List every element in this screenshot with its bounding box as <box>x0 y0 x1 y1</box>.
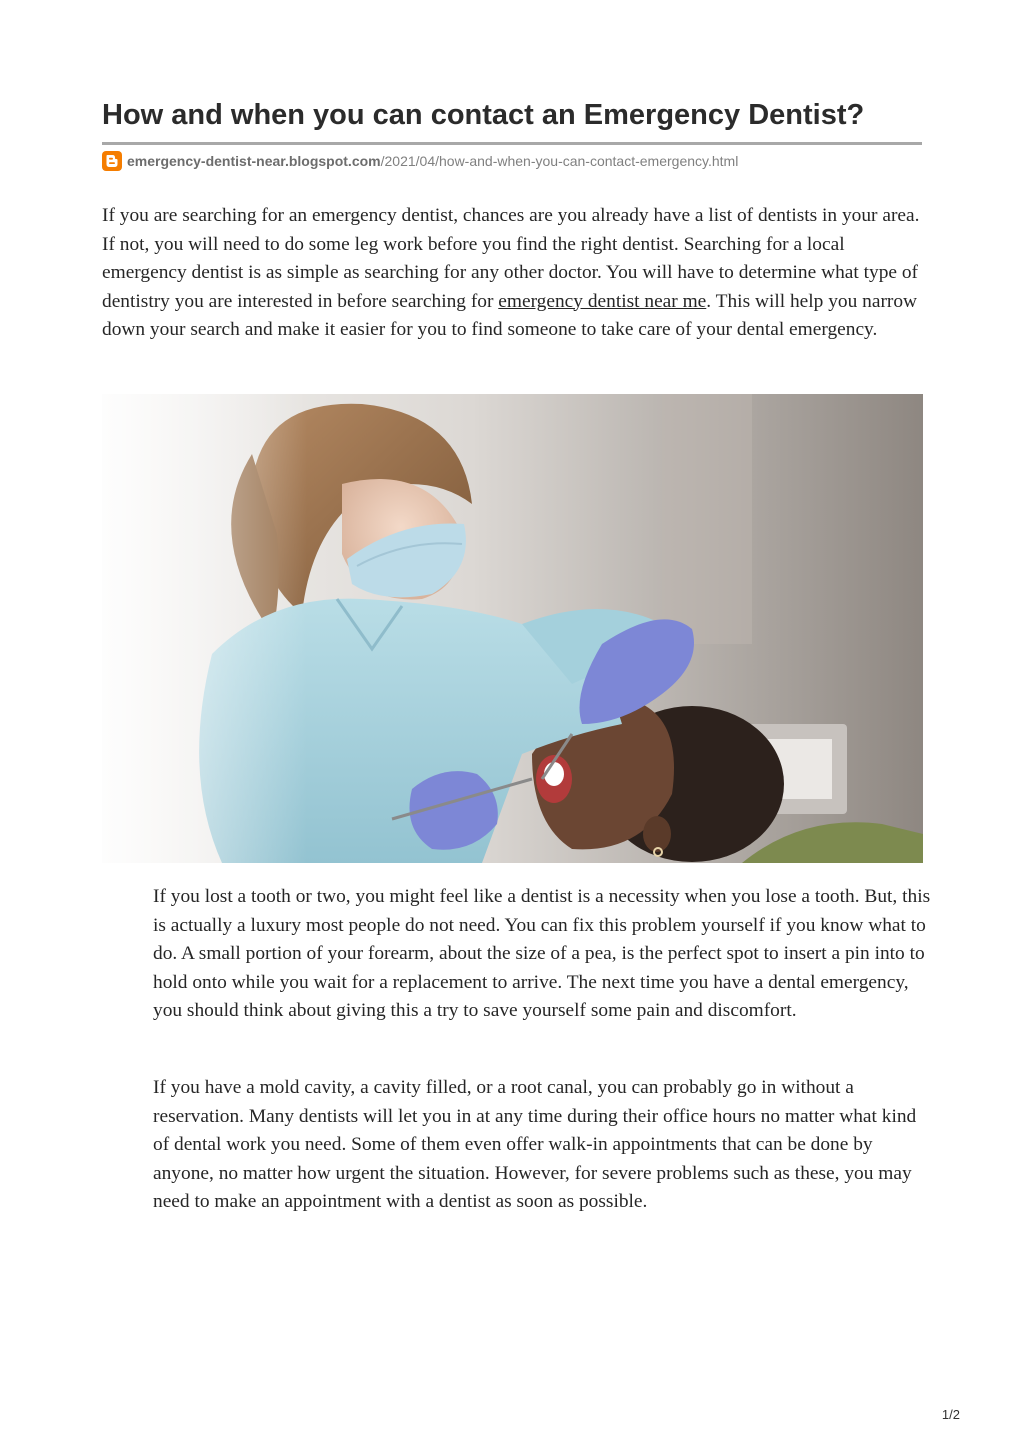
source-domain-link[interactable]: emergency-dentist-near.blogspot.com <box>127 153 381 169</box>
source-line <box>102 151 738 171</box>
blogger-icon <box>102 151 122 171</box>
dentist-examining-patient-photo <box>102 394 923 863</box>
page-number: 1/2 <box>941 1407 960 1422</box>
source-path: /2021/04/how-and-when-you-can-contact-emergency.html <box>380 153 739 169</box>
intro-paragraph <box>102 202 928 345</box>
emergency-dentist-link[interactable]: emergency dentist near me <box>498 290 707 312</box>
intro-text-end: . This will help you narrow down your search and make it easier for you to find someone to take care of your dental emergency. <box>102 290 918 340</box>
body-paragraph-1: If you lost a tooth or two, you might feel like a dentist is a necessity when you lose a tooth. But, this is actually a luxury most people do not need. You can fix this problem yourself if you know what to do. A small portion of your forearm, about the size of a pea, is the perfect spot to insert a pin into to hold onto while you wait for a replacement to arrive. The next time you have a dental emergency, you should think about giving this a try to save yourself some pain and discomfort. <box>153 886 931 1021</box>
intro-text-start: If you are searching for an emergency dentist, chances are you already have a list of dentists in your area. If not, you will need to do some leg work before you find the right dentist. Searching for a local emergency dentist is as simple as searching for any other doctor. You will have to determine what type of dentistry you are interested in before searching for <box>102 205 920 312</box>
title-divider <box>102 142 922 145</box>
page-title: How and when you can contact an Emergency Dentist? <box>102 99 865 131</box>
body-paragraph-2: If you have a mold cavity, a cavity filled, or a root canal, you can probably go in without a reservation. Many dentists will let you in at any time during their office hours no matter what kind of dental work you need. Some of them even offer walk-in appointments that can be done by anyone, no matter how urgent the situation. However, for severe problems such as these, you may need to make an appointment with a dentist as soon as possible. <box>153 1077 917 1212</box>
